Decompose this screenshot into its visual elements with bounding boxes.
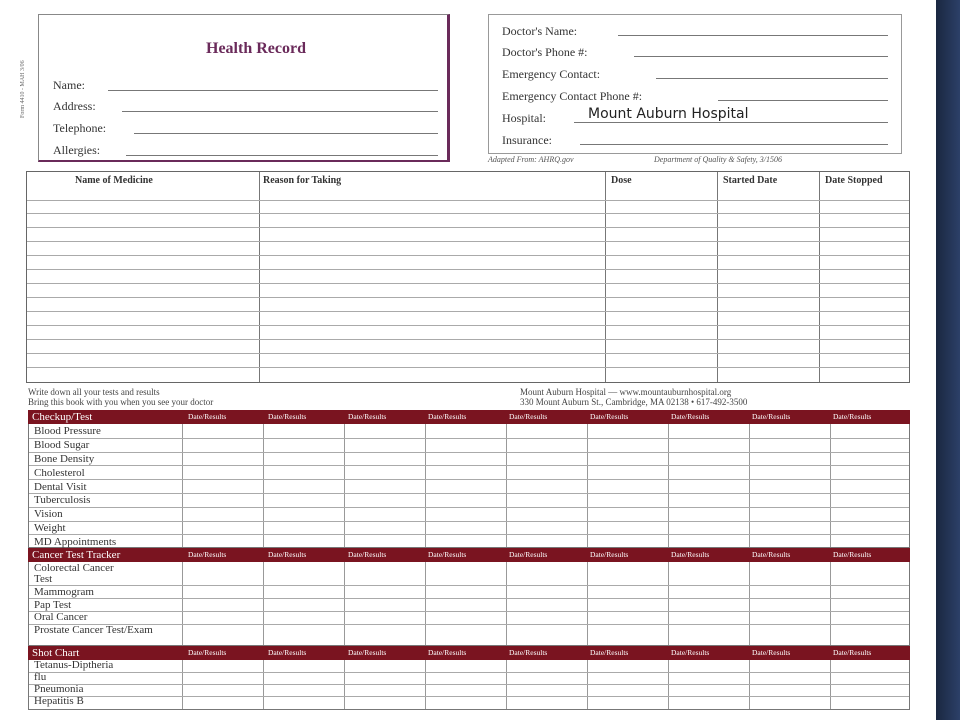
row-label: Hepatitis B <box>34 695 84 707</box>
row-label: Vision <box>34 508 63 520</box>
doctor-phone-field[interactable] <box>634 56 888 57</box>
cancer-band <box>28 548 910 562</box>
doctor-phone-label: Doctor's Phone #: <box>502 45 588 59</box>
checkup-band <box>28 410 910 424</box>
date-results-header: Date/Results <box>188 648 227 657</box>
date-results-header: Date/Results <box>348 648 387 657</box>
row-label: flu <box>34 671 47 683</box>
row-label: Blood Sugar <box>34 439 90 451</box>
row-label: Tetanus-Diptheria <box>34 659 114 671</box>
shot-title: Shot Chart <box>32 647 80 659</box>
hospital-label: Hospital: <box>502 111 546 125</box>
note-write-down: Write down all your tests and results <box>28 387 160 397</box>
row-label: Colorectal Cancer Test <box>34 562 114 585</box>
date-results-header: Date/Results <box>671 648 710 657</box>
date-results-header: Date/Results <box>590 550 629 559</box>
date-results-header: Date/Results <box>752 550 791 559</box>
date-results-header: Date/Results <box>590 648 629 657</box>
hospital-value: Mount Auburn Hospital <box>588 106 749 122</box>
page-title: Health Record <box>206 40 306 57</box>
slide-sidebar-accent <box>936 0 960 720</box>
hospital-field[interactable] <box>574 122 888 123</box>
row-label: Weight <box>34 522 66 534</box>
date-results-header: Date/Results <box>833 412 872 421</box>
date-results-header: Date/Results <box>268 648 307 657</box>
date-results-header: Date/Results <box>268 550 307 559</box>
col-header-medicine: Name of Medicine <box>75 175 153 186</box>
row-label: Prostate Cancer Test/Exam <box>34 624 153 636</box>
date-results-header: Date/Results <box>509 550 548 559</box>
date-results-header: Date/Results <box>428 412 467 421</box>
cancer-title: Cancer Test Tracker <box>32 549 121 561</box>
date-results-header: Date/Results <box>188 412 227 421</box>
date-results-header: Date/Results <box>348 412 387 421</box>
checkup-title: Checkup/Test <box>32 411 93 423</box>
col-header-stopped: Date Stopped <box>825 175 883 186</box>
doctor-name-label: Doctor's Name: <box>502 24 578 38</box>
telephone-field[interactable] <box>134 133 438 134</box>
hospital-info-line1: Mount Auburn Hospital — www.mountauburnhospital.org <box>520 387 732 397</box>
date-results-header: Date/Results <box>509 412 548 421</box>
row-label: Pap Test <box>34 599 72 611</box>
col-header-dose: Dose <box>611 175 632 186</box>
date-results-header: Date/Results <box>428 550 467 559</box>
date-results-header: Date/Results <box>833 550 872 559</box>
address-label: Address: <box>53 99 96 113</box>
emergency-contact-label: Emergency Contact: <box>502 67 601 81</box>
col-header-started: Started Date <box>723 175 778 186</box>
department-credit: Department of Quality & Safety, 3/1506 <box>654 155 782 164</box>
date-results-header: Date/Results <box>268 412 307 421</box>
date-results-header: Date/Results <box>188 550 227 559</box>
col-header-reason: Reason for Taking <box>263 175 342 186</box>
patient-info-box <box>38 14 450 162</box>
emergency-contact-field[interactable] <box>656 78 888 79</box>
date-results-header: Date/Results <box>428 648 467 657</box>
cancer-grid <box>28 562 910 646</box>
medications-table <box>26 171 910 383</box>
insurance-field[interactable] <box>580 144 888 145</box>
date-results-header: Date/Results <box>752 648 791 657</box>
row-label: Mammogram <box>34 586 94 598</box>
row-label: MD Appointments <box>34 536 117 548</box>
date-results-header: Date/Results <box>348 550 387 559</box>
name-label: Name: <box>53 78 85 92</box>
row-label: Cholesterol <box>34 467 85 479</box>
insurance-label: Insurance: <box>502 133 552 147</box>
allergies-field[interactable] <box>126 155 438 156</box>
emergency-phone-field[interactable] <box>718 100 888 101</box>
note-bring-book: Bring this book with you when you see your doctor <box>28 397 214 407</box>
emergency-phone-label: Emergency Contact Phone #: <box>502 89 643 103</box>
checkup-grid <box>28 424 910 548</box>
date-results-header: Date/Results <box>509 648 548 657</box>
row-label: Bone Density <box>34 453 95 465</box>
date-results-header: Date/Results <box>590 412 629 421</box>
form-id-label: Form 4410 - MAH 3/06 <box>20 60 26 118</box>
adapted-from-credit: Adapted From: AHRQ.gov <box>488 155 574 164</box>
address-field[interactable] <box>122 111 438 112</box>
telephone-label: Telephone: <box>53 121 107 135</box>
date-results-header: Date/Results <box>671 412 710 421</box>
name-field[interactable] <box>108 90 438 91</box>
shot-band <box>28 646 910 660</box>
row-label: Tuberculosis <box>34 494 91 506</box>
date-results-header: Date/Results <box>671 550 710 559</box>
date-results-header: Date/Results <box>833 648 872 657</box>
row-label: Blood Pressure <box>34 425 101 437</box>
row-label: Pneumonia <box>34 683 84 695</box>
date-results-header: Date/Results <box>752 412 791 421</box>
row-label: Oral Cancer <box>34 611 88 623</box>
doctor-name-field[interactable] <box>618 35 888 36</box>
hospital-info-line2: 330 Mount Auburn St., Cambridge, MA 02138 • 617-492-3500 <box>520 397 748 407</box>
row-label: Dental Visit <box>34 481 87 493</box>
shot-grid <box>28 660 910 710</box>
allergies-label: Allergies: <box>53 143 101 157</box>
